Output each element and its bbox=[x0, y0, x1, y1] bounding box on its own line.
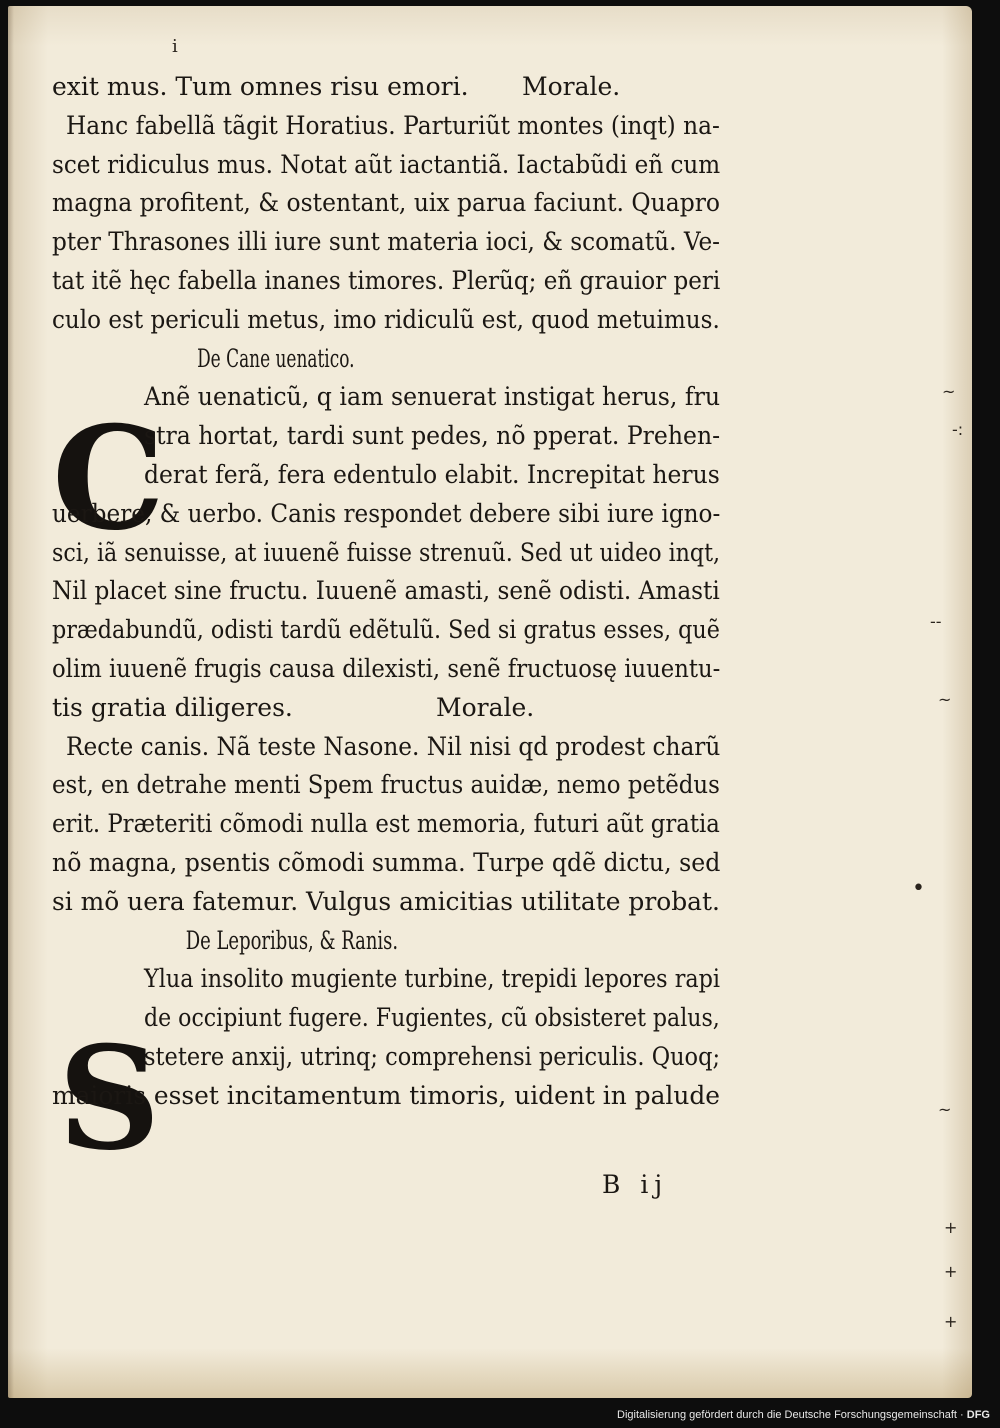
text-line bbox=[52, 301, 722, 340]
text-line bbox=[52, 1038, 722, 1077]
page-gutter-shadow bbox=[8, 6, 14, 1398]
signature-mark: B ij bbox=[602, 1170, 669, 1199]
morale-label: Morale. bbox=[522, 72, 621, 101]
text-line bbox=[52, 572, 722, 611]
text-line bbox=[52, 728, 722, 767]
text-line bbox=[52, 960, 722, 999]
drop-capital-c: C bbox=[52, 396, 166, 562]
section-heading: De Cane uenatico. bbox=[197, 343, 355, 373]
text-line bbox=[52, 844, 722, 883]
text-line-content: culo est periculi metus, imo ridiculũ est, quod metuimus. bbox=[52, 304, 720, 334]
text-line-content: maioris esset incitamentum timoris, uident in palude bbox=[52, 1080, 721, 1110]
text-line bbox=[52, 611, 722, 650]
text-block bbox=[52, 68, 722, 1116]
text-line bbox=[52, 766, 722, 805]
text-line-content: Ylua insolito mugiente turbine, trepidi lepores rapi bbox=[144, 964, 721, 994]
drop-capital-s: S bbox=[58, 1016, 161, 1182]
section-heading: De Leporibus, & Ranis. bbox=[185, 925, 399, 955]
text-line-content: uerbere, & uerbo. Canis respondet debere sibi iure igno- bbox=[52, 498, 721, 528]
text-line-content: nõ magna, psentis cõmodi summa. Turpe qdẽ dictu, sed bbox=[52, 847, 721, 877]
text-line bbox=[52, 146, 722, 185]
text-section-fable-mouse bbox=[52, 68, 722, 340]
margin-mark: + bbox=[944, 1312, 958, 1331]
margin-mark: -: bbox=[952, 420, 964, 439]
text-line-content: scet ridiculus mus. Notat aũt iactantiã. Iactabũdi eñ cum bbox=[52, 149, 721, 179]
text-line-content: erit. Præteriti cõmodi nulla est memoria, futuri aũt gratia bbox=[52, 809, 720, 839]
text-line bbox=[52, 650, 722, 689]
text-line bbox=[52, 107, 722, 146]
text-line-content: magna profitent, & ostentant, uix parua faciunt. Quapro bbox=[52, 188, 720, 218]
text-line-content: sci, iã senuisse, at iuuenẽ fuisse strenuũ. Sed ut uideo inqt, bbox=[52, 537, 721, 567]
text-line-content: prædabundũ, odisti tardũ edẽtulũ. Sed si gratus esses, quẽ bbox=[52, 615, 720, 645]
text-line-content: tis gratia diligeres. bbox=[52, 692, 293, 722]
text-line-content: Nil placet sine fructu. Iuuenẽ amasti, senẽ odisti. Amasti bbox=[52, 576, 720, 606]
margin-mark: + bbox=[944, 1218, 958, 1237]
text-line bbox=[52, 184, 722, 223]
text-line-content: olim iuuenẽ frugis causa dilexisti, senẽ fructuosę iuuentu- bbox=[52, 653, 721, 683]
margin-mark: ~ bbox=[938, 690, 952, 709]
text-line-content: tat itẽ hęc fabella inanes timores. Plerũq; eñ grauior peri bbox=[52, 265, 721, 295]
page-top-mark: i bbox=[172, 36, 178, 57]
margin-mark: -- bbox=[930, 612, 942, 631]
margin-dot: • bbox=[912, 876, 925, 901]
text-line-content: exit mus. Tum omnes risu emori. bbox=[52, 72, 469, 101]
text-line bbox=[52, 417, 722, 456]
text-line bbox=[52, 456, 722, 495]
text-line-content: Anẽ uenaticũ, q iam senuerat instigat herus, fru bbox=[144, 382, 721, 412]
text-line-content: stetere anxij, utrinq; comprehensi periculis. Quoq; bbox=[144, 1041, 721, 1071]
text-line bbox=[52, 495, 722, 534]
margin-mark: ~ bbox=[938, 1100, 952, 1119]
dfg-logo: DFG bbox=[966, 1409, 990, 1421]
morale-label: Morale. bbox=[436, 692, 535, 722]
text-line bbox=[52, 883, 722, 922]
text-line bbox=[52, 378, 722, 417]
text-line-content: Hanc fabellã tãgit Horatius. Parturiũt montes (inqt) na- bbox=[66, 110, 720, 140]
text-line bbox=[52, 262, 722, 301]
text-line-content: Recte canis. Nã teste Nasone. Nil nisi qd prodest charũ bbox=[66, 731, 721, 761]
text-line-content: est, en detrahe menti Spem fructus auidæ, nemo petẽdus bbox=[52, 770, 720, 800]
margin-mark: ~ bbox=[942, 382, 956, 401]
text-section-hares-frogs bbox=[52, 960, 722, 1115]
text-line bbox=[52, 68, 722, 107]
margin-mark: + bbox=[944, 1262, 958, 1281]
text-line bbox=[52, 805, 722, 844]
text-line bbox=[52, 534, 722, 573]
text-line-content: stra hortat, tardi sunt pedes, nõ pperat. Prehen- bbox=[144, 421, 721, 451]
footer-credit-text: Digitalisierung gefördert durch die Deutsche Forschungsgemeinschaft · bbox=[617, 1409, 964, 1421]
text-line bbox=[52, 999, 722, 1038]
text-line-content: de occipiunt fugere. Fugientes, cũ obsisteret palus, bbox=[144, 1003, 720, 1033]
text-section-hunting-dog bbox=[52, 378, 722, 921]
text-line-content: pter Thrasones illi iure sunt materia ioci, & scomatũ. Ve- bbox=[52, 227, 720, 257]
text-line-content: si mõ uera fatemur. Vulgus amicitias utilitate probat. bbox=[52, 886, 720, 916]
text-line bbox=[52, 689, 722, 728]
footer-credit bbox=[617, 1409, 990, 1421]
text-line-content: derat ferã, fera edentulo elabit. Increpitat herus bbox=[144, 459, 720, 489]
text-line bbox=[52, 223, 722, 262]
text-line bbox=[52, 1077, 722, 1116]
